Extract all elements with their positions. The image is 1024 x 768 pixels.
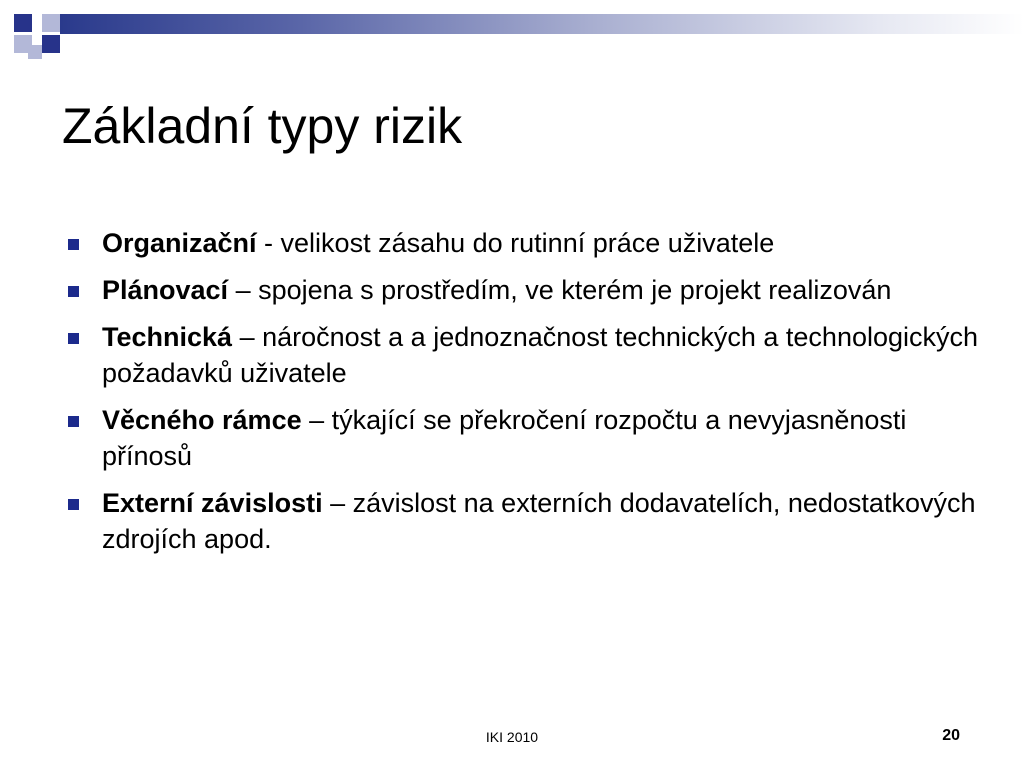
bullet-term: Věcného rámce <box>102 405 302 435</box>
slide-title: Základní typy rizik <box>62 98 463 154</box>
bullet-item <box>62 319 982 391</box>
square-bullet-icon <box>68 333 79 344</box>
header-square <box>14 14 32 32</box>
bullet-text: - velikost zásahu do rutinní práce uživatele <box>256 228 775 258</box>
footer-text: IKI 2010 <box>485 729 539 745</box>
bullet-text: – náročnost a a jednoznačnost technických a technologických požadavků uživatele <box>102 322 979 388</box>
square-bullet-icon <box>68 416 79 427</box>
bullet-text: – závislost na externích dodavatelích, nedostatkových zdrojích apod. <box>102 488 976 554</box>
bullet-term: Organizační <box>102 228 257 258</box>
bullet-term: Plánovací <box>102 275 229 305</box>
header-square <box>42 35 60 53</box>
bullet-item <box>62 485 982 557</box>
square-bullet-icon <box>68 499 79 510</box>
bullet-item <box>62 402 982 474</box>
bullet-text: – týkající se překročení rozpočtu a nevyjasněnosti přínosů <box>102 405 907 471</box>
bullet-text: – spojena s prostředím, ve kterém je projekt realizován <box>228 275 892 305</box>
header-gradient-bar <box>60 14 1024 34</box>
bullet-item <box>62 225 982 261</box>
square-bullet-icon <box>68 239 79 250</box>
header-square <box>28 45 42 59</box>
bullet-item <box>62 272 982 308</box>
bullet-term: Technická <box>102 322 233 352</box>
square-bullet-icon <box>68 286 79 297</box>
bullet-term: Externí závislosti <box>102 488 323 518</box>
bullet-list <box>62 225 982 568</box>
page-number: 20 <box>942 727 960 744</box>
header-square <box>42 14 60 32</box>
